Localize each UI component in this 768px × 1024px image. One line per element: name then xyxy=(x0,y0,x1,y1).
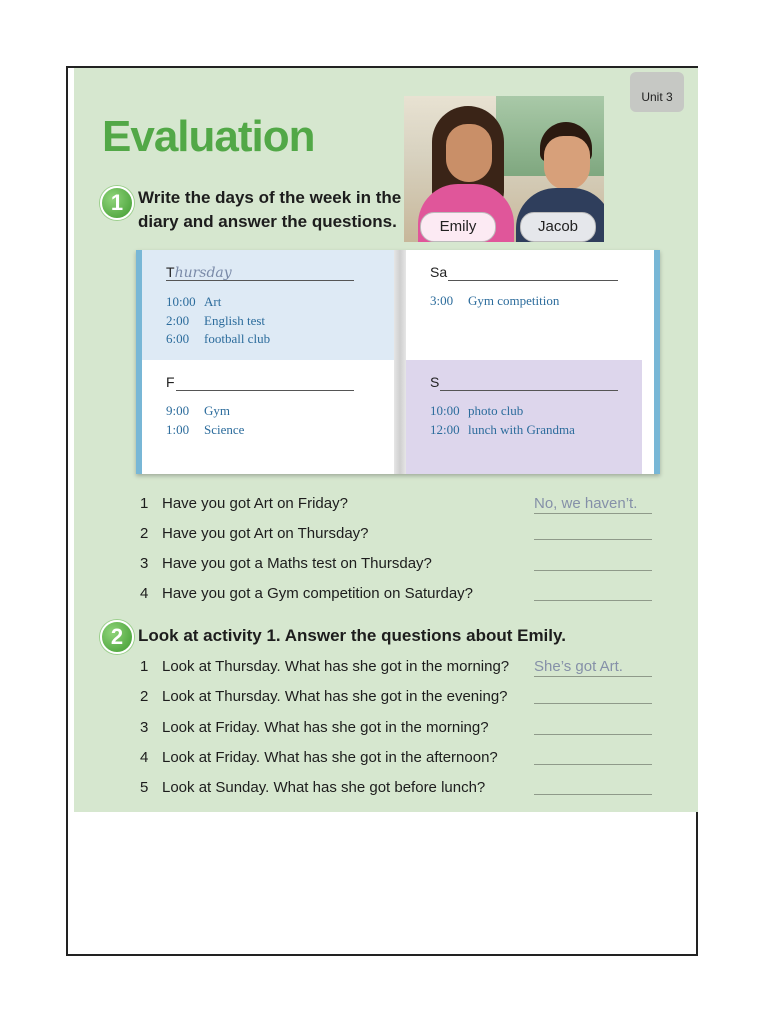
diary-entry: 1:00 Science xyxy=(166,421,245,437)
diary-entry: 3:00 Gym competition xyxy=(430,293,560,308)
diary-entry: 10:00 Art xyxy=(166,294,222,309)
ex2-answer-5[interactable] xyxy=(534,776,652,795)
ex1-answer-2[interactable] xyxy=(534,521,652,540)
name-tag-emily: Emily xyxy=(420,212,496,242)
diary-entry: 12:00 lunch with Grandma xyxy=(430,421,575,437)
ex1-answer-1[interactable]: No, we haven’t. xyxy=(534,495,652,514)
ex2-answer-2[interactable] xyxy=(534,685,652,704)
diary-friday: F 9:00 Gym 1:00 Science xyxy=(142,360,394,474)
children-photo xyxy=(404,96,604,242)
exercise-1-number: 1 xyxy=(100,186,134,220)
ex1-answer-3[interactable] xyxy=(534,552,652,571)
exercise-2-number: 2 xyxy=(100,620,134,654)
name-tag-jacob: Jacob xyxy=(520,212,596,242)
diary-entry: 2:00 English test xyxy=(166,312,266,328)
diary-sunday: S 10:00 photo club 12:00 lunch with Grandma xyxy=(406,360,642,474)
diary-entry: 10:00 photo club xyxy=(430,403,524,418)
diary-saturday: Sa 3:00 Gym competition xyxy=(406,250,642,360)
ex2-answer-4[interactable] xyxy=(534,746,652,765)
exercise-1-instruction: Write the days of the week in the diary and answer the questions. xyxy=(138,188,402,231)
page-frame xyxy=(66,66,698,956)
exercise-2-instruction: Look at activity 1. Answer the questions about Emily. xyxy=(138,626,566,645)
unit-label: Unit 3 xyxy=(641,90,673,104)
diary xyxy=(136,250,660,474)
unit-tab xyxy=(630,72,684,112)
diary-spine xyxy=(394,250,406,474)
page-title: Evaluation xyxy=(102,112,315,161)
ex2-answer-1[interactable]: She’s got Art. xyxy=(534,658,652,677)
ex1-answer-4[interactable] xyxy=(534,582,652,601)
evaluation-panel: Unit 3 Evaluation Emily Jacob 1 Write the days of the week in the diary and answer the questions. Thursday 10:00 Art 2:00 English test 6:00 football club Sa 3:00 Gym competition F 9:00 Gym 1:00 Science S 10:00 photo club 12:00 lunch with Grandma 1 Have you got Art on Friday? No, we haven’t. 2 Have you got Art on Thursday? 3 Have you got a Maths test on Thursday? 4 Have you got a Gym competition on Saturday? 2 Look at activity 1. Answer the questions about Emily. 1 Look at Thursday. What has she got in the morning? She’s got Art. 2 Look at Thursday. What has she got in the evening? 3 Look at Friday. What has she got in the morning? 4 Look at Friday. What has she got in the afternoon? 5 Look at Sunday. What has she got before lunch? xyxy=(74,68,698,812)
ex2-answer-3[interactable] xyxy=(534,716,652,735)
diary-entry: 6:00 football club xyxy=(166,331,271,346)
diary-thursday: Thursday 10:00 Art 2:00 English test 6:00 football club xyxy=(142,250,394,360)
diary-entry: 9:00 Gym xyxy=(166,403,230,418)
